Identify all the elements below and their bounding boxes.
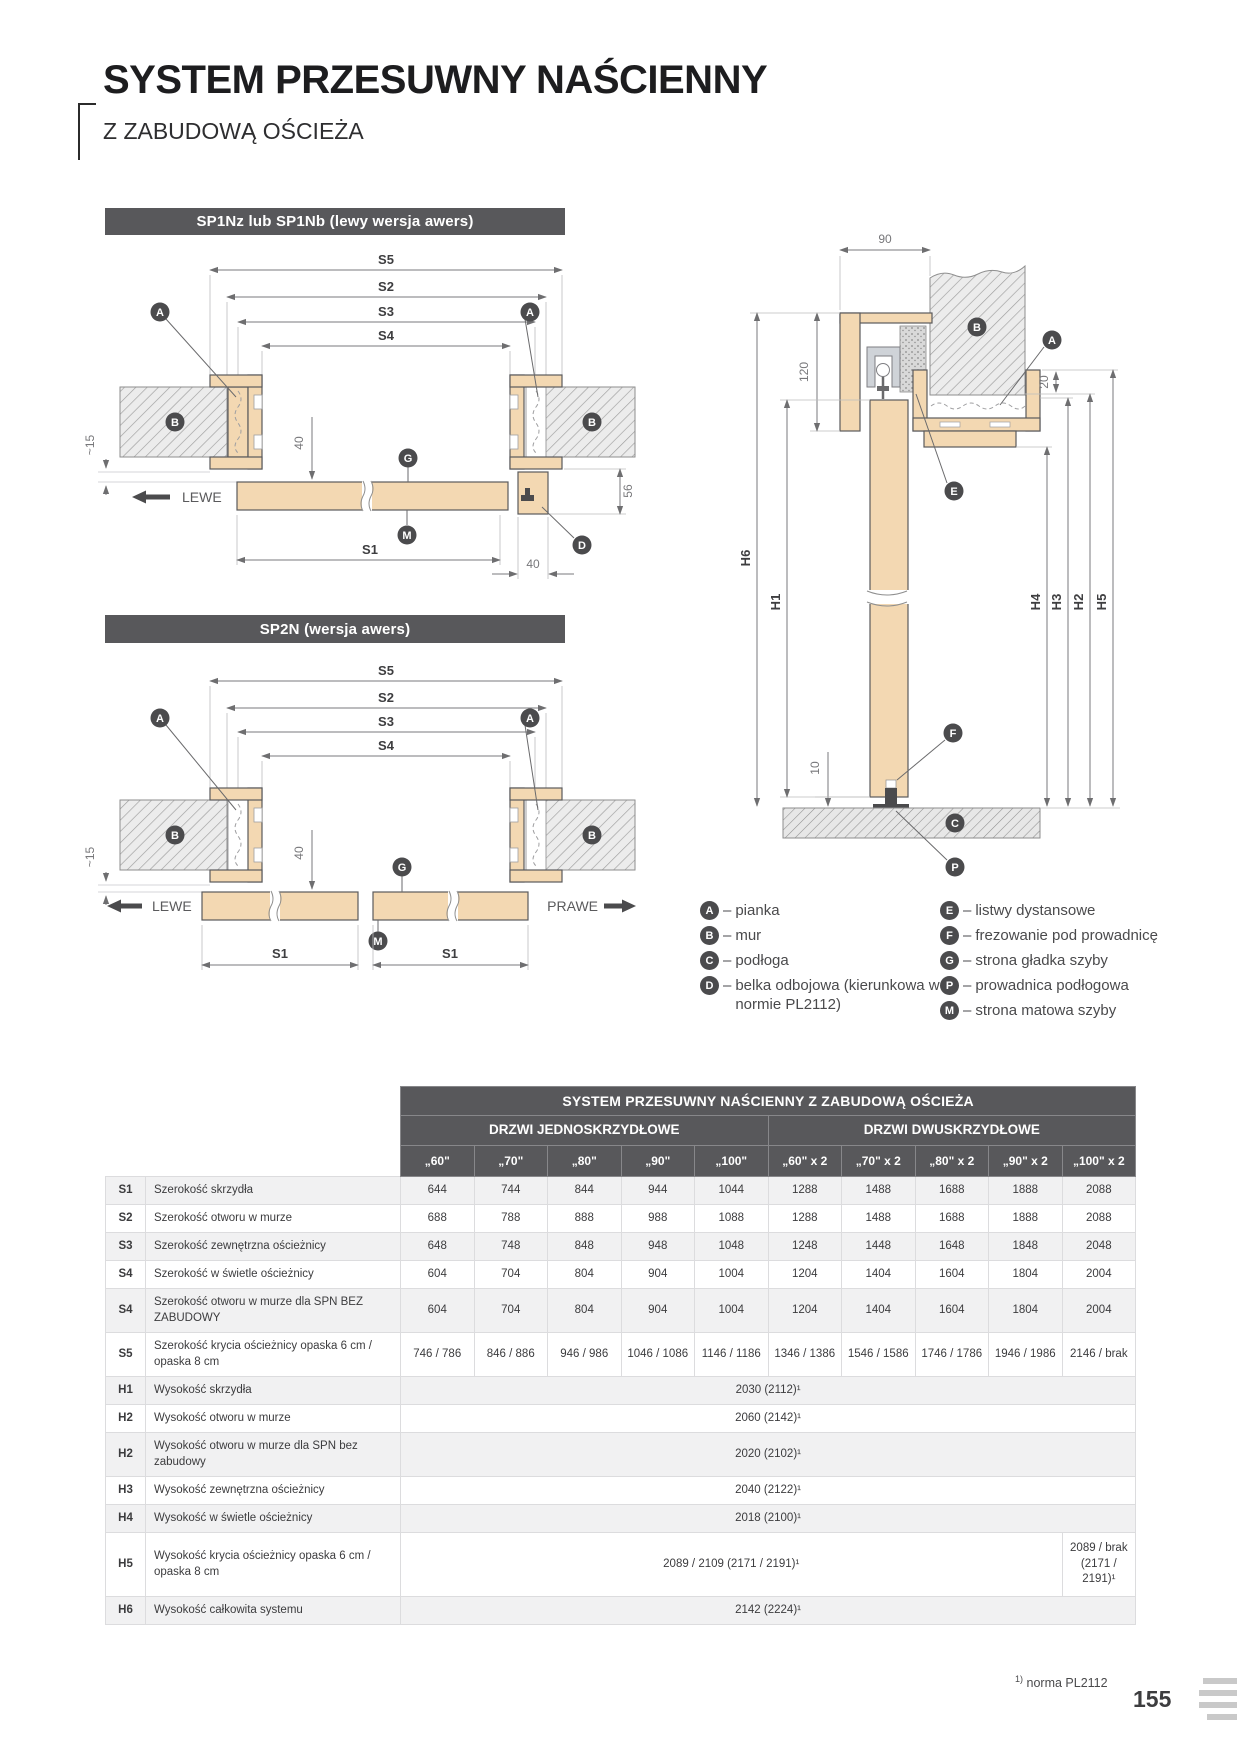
dim-label-s1-right: S1 — [442, 946, 458, 961]
legend-item-podloga: C – podłoga — [700, 951, 1000, 970]
dim-label-s4: S4 — [378, 328, 394, 343]
legend-badge-m: M — [940, 1001, 959, 1020]
svg-text:C: C — [951, 818, 959, 830]
badge-mur-right — [583, 826, 602, 845]
dim-40: 40 — [292, 436, 306, 450]
svg-text:A: A — [1048, 335, 1056, 347]
col-80: „80" — [548, 1146, 622, 1177]
svg-text:G: G — [403, 453, 413, 465]
milled-groove — [886, 780, 896, 788]
dim-label-s4: S4 — [378, 738, 394, 753]
table-row: S4 Szerokość otworu w murze dla SPN BEZ ZABUDOWY 604 704 804 904 1004 1204 1404 1604 1804 2004 — [106, 1289, 1136, 1333]
svg-text:M: M — [373, 936, 383, 948]
table-row: S4 Szerokość w świetle ościeżnicy 604 704 804 904 1004 1204 1404 1604 1804 2004 — [106, 1261, 1136, 1289]
dim-label-s5: S5 — [378, 663, 394, 678]
door-frame-left — [248, 788, 262, 882]
svg-text:P: P — [951, 862, 959, 874]
col-90: „90" — [621, 1146, 695, 1177]
dim-15: ~15 — [83, 434, 97, 456]
table-row: S5 Szerokość krycia ościeżnicy opaska 6 cm / opaska 8 cm 746 / 786 846 / 886 946 / 986 1046 / 1086 1146 / 1186 1346 / 1386 1546 / 1586 1746 / 1786 1946 / 1986 2146 / brak — [106, 1333, 1136, 1377]
table-size-row — [106, 1146, 1136, 1177]
dim-120: 120 — [797, 361, 811, 383]
svg-text:A: A — [156, 713, 164, 725]
group-double-doors: DRZWI DWUSKRZYDŁOWE — [768, 1116, 1136, 1146]
dim-h1: H1 — [768, 593, 783, 611]
table-row: H6 Wysokość całkowita systemu 2142 (2224)¹ — [106, 1597, 1136, 1625]
prawe-arrow-icon — [604, 900, 636, 913]
door-frame-right — [510, 788, 524, 882]
col-70: „70" — [474, 1146, 548, 1177]
col-60: „60" — [401, 1146, 475, 1177]
dim-label-s3: S3 — [378, 714, 394, 729]
dim-h3: H3 — [1049, 593, 1064, 611]
label-lewe: LEWE — [152, 898, 192, 914]
group-single-doors: DRZWI JEDNOSKRZYDŁOWE — [401, 1116, 769, 1146]
foam-gap-right — [526, 387, 546, 457]
svg-text:B: B — [171, 417, 179, 429]
page-subtitle: Z ZABUDOWĄ OŚCIEŻA — [103, 118, 364, 144]
badge-strona-gladka — [393, 858, 412, 893]
legend-item-belka: D – belka odbojowa (kierunkowa w normie PL2112) — [700, 976, 1000, 1014]
table-row: H4 Wysokość w świetle ościeżnicy 2018 (2100)¹ — [106, 1505, 1136, 1533]
legend-badge-d: D — [700, 976, 719, 995]
legend-badge-f: F — [940, 926, 959, 945]
badge-mur-right — [583, 413, 602, 432]
svg-text:B: B — [588, 417, 596, 429]
frame-head — [913, 418, 1040, 431]
legend-badge-e: E — [940, 901, 959, 920]
col-100x2: „100" x 2 — [1062, 1146, 1136, 1177]
legend-item-frezowanie: F – frezowanie pod prowadnicę — [940, 926, 1240, 945]
label-lewe: LEWE — [182, 489, 222, 505]
badge-strona-matowa — [398, 510, 417, 545]
table-row: H2 Wysokość otworu w murze dla SPN bez zabudowy 2020 (2102)¹ — [106, 1433, 1136, 1477]
legend-item-gladka: G – strona gładka szyby — [940, 951, 1240, 970]
badge-mur-left — [166, 826, 185, 845]
dim-label-s2: S2 — [378, 690, 394, 705]
svg-text:B: B — [973, 322, 981, 334]
table-row: H2 Wysokość otworu w murze 2060 (2142)¹ — [106, 1405, 1136, 1433]
dim-56: 56 — [621, 484, 635, 498]
legend-badge-g: G — [940, 951, 959, 970]
svg-text:G: G — [397, 862, 407, 874]
page-number: 155 — [1133, 1686, 1172, 1712]
pelmet-board — [840, 313, 860, 431]
architrave — [924, 431, 1016, 447]
badge-strona-gladka — [399, 449, 418, 483]
door-frame-right — [510, 375, 524, 469]
label-prawe: PRAWE — [547, 898, 598, 914]
brand-logo-icon — [1199, 1678, 1237, 1726]
dim-90: 90 — [878, 232, 892, 246]
lewe-arrow-icon — [132, 491, 170, 504]
svg-text:M: M — [402, 530, 412, 542]
col-80x2: „80" x 2 — [915, 1146, 989, 1177]
legend-badge-a: A — [700, 901, 719, 920]
dim-label-s1-left: S1 — [272, 946, 288, 961]
col-90x2: „90" x 2 — [989, 1146, 1063, 1177]
lewe-arrow-icon — [107, 900, 142, 913]
badge-mur — [968, 318, 987, 337]
door-frame-left — [248, 375, 262, 469]
foam-gap-right — [526, 800, 546, 870]
diagram1-banner: SP1Nz lub SP1Nb (lewy wersja awers) — [105, 208, 565, 235]
table-row: S2 Szerokość otworu w murze 688 788 888 988 1088 1288 1488 1688 1888 2088 — [106, 1205, 1136, 1233]
dim-h2: H2 — [1071, 593, 1086, 611]
svg-text:B: B — [171, 830, 179, 842]
dim-20: 20 — [1037, 375, 1051, 389]
table-title: SYSTEM PRZESUWNY NAŚCIENNY Z ZABUDOWĄ OŚCIEŻA — [401, 1087, 1136, 1116]
legend-item-prowadnica: P – prowadnica podłogowa — [940, 976, 1240, 995]
col-70x2: „70" x 2 — [842, 1146, 916, 1177]
dim-40b: 40 — [526, 557, 540, 571]
footnote-text: norma PL2112 — [1026, 1676, 1108, 1691]
footnote — [1015, 1674, 1108, 1690]
svg-text:A: A — [526, 713, 534, 725]
badge-strona-matowa — [369, 920, 388, 951]
diagram2-horizontal-section — [80, 645, 640, 990]
col-60x2: „60" x 2 — [768, 1146, 842, 1177]
dim-h4: H4 — [1028, 593, 1043, 611]
badge-mur-left — [166, 413, 185, 432]
legend-item-listwy: E – listwy dystansowe — [940, 901, 1240, 920]
legend-item-mur: B – mur — [700, 926, 1000, 945]
legend-badge-b: B — [700, 926, 719, 945]
dim-label-s3: S3 — [378, 304, 394, 319]
dimensions-table — [105, 1086, 1136, 1625]
dim-label-s2: S2 — [378, 279, 394, 294]
table-row: S3 Szerokość zewnętrzna ościeżnicy 648 748 848 948 1048 1248 1448 1648 1848 2048 — [106, 1233, 1136, 1261]
svg-text:B: B — [588, 830, 596, 842]
footnote-marker: 1) — [1015, 1674, 1024, 1684]
dim-label-s1: S1 — [362, 542, 378, 557]
legend-badge-c: C — [700, 951, 719, 970]
dim-10: 10 — [808, 761, 822, 775]
dim-15: ~15 — [83, 846, 97, 868]
table-row: H1 Wysokość skrzydła 2030 (2112)¹ — [106, 1377, 1136, 1405]
dim-h6: H6 — [738, 549, 753, 567]
badge-pianka — [151, 303, 237, 398]
table-row: H3 Wysokość zewnętrzna ościeżnicy 2040 (2122)¹ — [106, 1477, 1136, 1505]
roller-icon — [877, 364, 890, 377]
diagram2-banner: SP2N (wersja awers) — [105, 615, 565, 643]
table-row: H5 Wysokość krycia ościeżnicy opaska 6 cm / opaska 8 cm 2089 / 2109 (2171 / 2191)¹ 2089 / brak (2171 / 2191)¹ — [106, 1533, 1136, 1597]
diagram1-horizontal-section — [80, 205, 640, 590]
bumper-beam — [518, 472, 548, 514]
legend-right — [940, 901, 1240, 1026]
floor-section — [783, 808, 1040, 838]
col-100: „100" — [695, 1146, 769, 1177]
svg-text:A: A — [156, 307, 164, 319]
badge-pianka — [151, 709, 237, 811]
table-group-row — [106, 1116, 1136, 1146]
foam-gap-left — [228, 800, 248, 870]
page-title: SYSTEM PRZESUWNY NAŚCIENNY — [103, 58, 768, 102]
diagram3-vertical-section — [700, 200, 1145, 890]
dim-label-s5: S5 — [378, 252, 394, 267]
svg-text:D: D — [578, 540, 586, 552]
svg-text:E: E — [950, 486, 958, 498]
dim-h5: H5 — [1094, 593, 1109, 611]
badge-podloga — [946, 814, 965, 833]
dim-40: 40 — [292, 846, 306, 860]
legend-item-pianka: A – pianka — [700, 901, 1000, 920]
legend-badge-p: P — [940, 976, 959, 995]
title-bracket — [78, 103, 96, 160]
table-title-row — [106, 1087, 1136, 1116]
svg-text:F: F — [949, 728, 957, 740]
table-row: S1 Szerokość skrzydła 644 744 844 944 1044 1288 1488 1688 1888 2088 — [106, 1177, 1136, 1205]
legend-item-matowa: M – strona matowa szyby — [940, 1001, 1240, 1020]
foam-gap-left — [228, 387, 248, 457]
svg-text:A: A — [526, 307, 534, 319]
